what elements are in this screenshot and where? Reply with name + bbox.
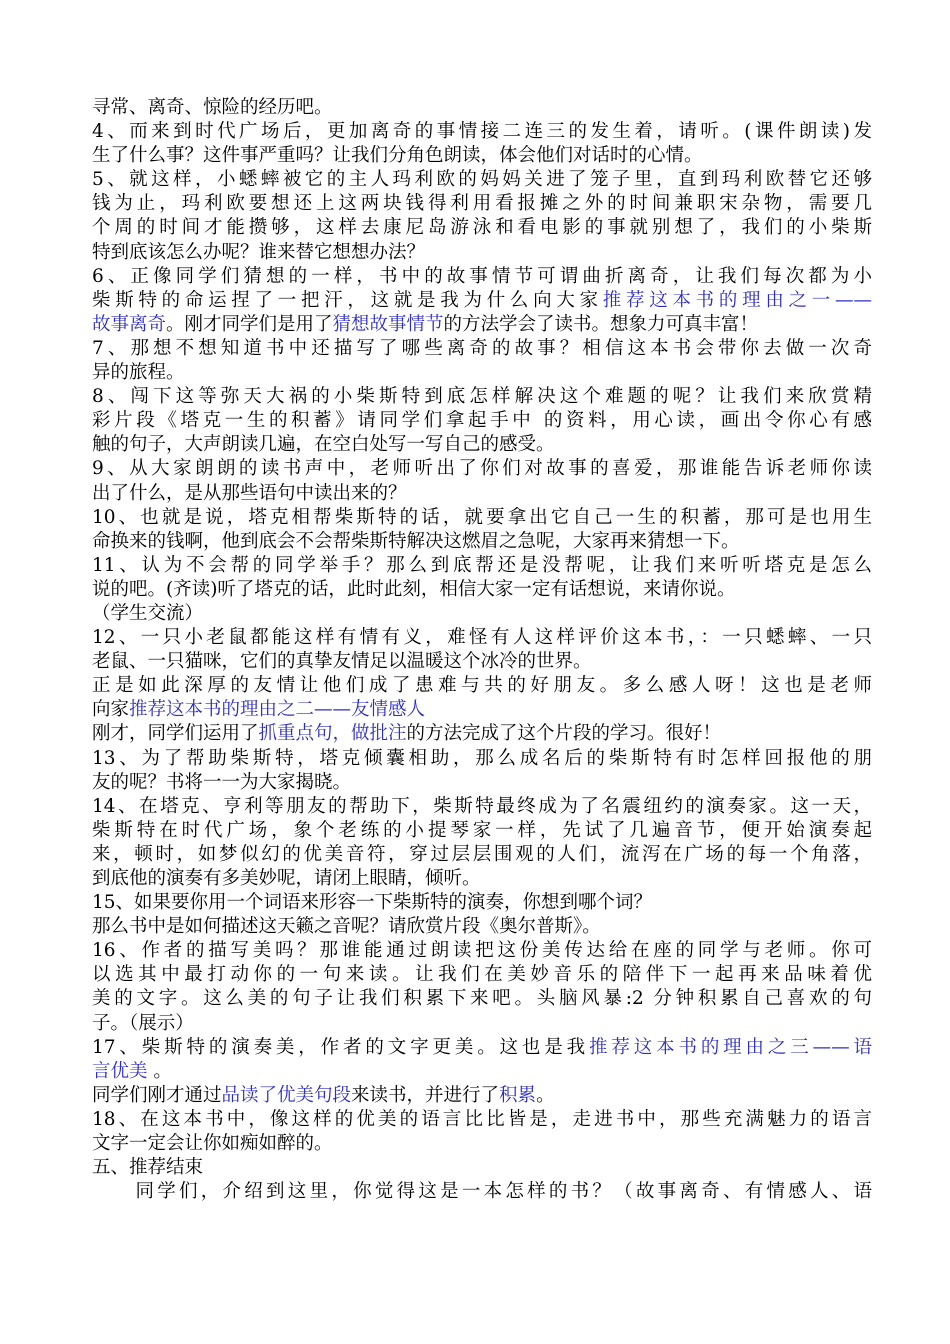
highlighted-phrase: 猜想故事情节	[332, 313, 444, 335]
text-segment: 美的文字。这么美的句子让我们积累下来吧。头脑风暴:2 分钟积累自己喜欢的句	[92, 988, 872, 1010]
text-line	[92, 722, 872, 746]
text-segment: 出了什么，是从那些语句中读出来的？	[92, 482, 407, 504]
text-line	[92, 747, 872, 771]
text-segment: 的方法完成了这个片段的学习。很好！	[406, 723, 722, 745]
text-segment: 6、正像同学们猜想的一样，书中的故事情节可谓曲折离奇，让我们每次都为小	[92, 265, 872, 287]
text-segment: 。	[536, 1084, 555, 1106]
text-segment: 16、作者的描写美吗？那谁能通过朗读把这份美传达给在座的同学与老师。你可	[92, 940, 872, 962]
text-segment: 。刚才同学们是用了	[166, 313, 333, 335]
text-line	[92, 843, 872, 867]
text-segment: 。	[147, 1060, 172, 1082]
text-line	[92, 626, 872, 650]
text-segment: 同学们，介绍到这里，你觉得这是一本怎样的书？（故事离奇、有情感人、语	[92, 1181, 872, 1203]
text-line	[92, 939, 872, 963]
document-page	[92, 96, 872, 1204]
text-segment: 到底他的演奏有多美妙呢，请闭上眼睛，倾听。	[92, 868, 481, 889]
text-segment: 15、如果要你用一个词语来形容一下柴斯特的演奏，你想到哪个词？	[92, 892, 653, 914]
text-line	[92, 120, 872, 144]
text-segment: 10、也就是说，塔克相帮柴斯特的话，就要拿出它自己一生的积蓄，那可是也用生	[92, 506, 872, 528]
text-segment: 说的吧。(齐读)听了塔克的话，此时此刻，相信大家一定有话想说，来请你说。	[92, 578, 736, 600]
text-line	[92, 674, 872, 698]
text-segment: 生了什么事？这件事严重吗？让我们分角色朗读，体会他们对话时的心情。	[92, 145, 703, 167]
text-segment: 7、那想不想知道书中还描写了哪些离奇的故事？相信这本书会带你去做一次奇	[92, 337, 872, 359]
text-segment: 柴斯特在时代广场，象个老练的小提琴家一样，先试了几遍音节，便开始演奏起	[92, 819, 872, 841]
highlighted-phrase: 积累	[499, 1084, 537, 1106]
text-segment: 18、在这本书中，像这样的优美的语言比比皆是，走进书中，那些充满魅力的语言	[92, 1108, 872, 1130]
text-line	[92, 409, 872, 433]
text-line	[92, 433, 872, 457]
text-line	[92, 771, 872, 795]
text-line	[92, 96, 872, 120]
highlighted-phrase: 故事离奇	[92, 313, 167, 335]
text-segment: 17、柴斯特的演奏美，作者的文字更美。这也是我	[92, 1036, 590, 1058]
text-segment: 柴斯特的命运捏了一把汗，这就是我为什么向大家	[92, 289, 603, 311]
highlighted-phrase: 抓重点句，做批注	[258, 723, 407, 745]
text-segment: 来读书，并进行了	[351, 1084, 500, 1106]
text-segment: 刚才，同学们运用了	[92, 723, 259, 745]
text-line	[92, 1012, 872, 1036]
text-line	[92, 987, 872, 1011]
text-line	[92, 313, 872, 337]
text-segment: 钱为止，玛利欧要想还上这两块钱得利用看报摊之外的时间兼职宋杂物，需要几	[92, 193, 872, 215]
text-line	[92, 168, 872, 192]
text-segment: 8、闯下这等弥天大祸的小柴斯特到底怎样解决这个难题的呢？让我们来欣赏精	[92, 386, 872, 408]
text-segment: 寻常、离奇、惊险的经历吧。	[92, 97, 333, 118]
highlighted-phrase: 推荐这本书的理由之三——语	[589, 1036, 872, 1058]
text-line	[92, 891, 872, 915]
text-segment: 14、在塔克、亨利等朋友的帮助下，柴斯特最终成为了名震纽约的演奏家。这一天，	[92, 795, 872, 817]
text-line	[92, 915, 872, 939]
text-segment: （学生交流）	[92, 602, 204, 624]
text-line	[92, 241, 872, 265]
text-line	[92, 482, 872, 506]
text-segment: 特到底该怎么办呢？谁来替它想想办法？	[92, 241, 426, 263]
text-line	[92, 457, 872, 481]
text-line	[92, 385, 872, 409]
text-segment: 子。（展示）	[92, 1012, 194, 1034]
text-line	[92, 1108, 872, 1132]
text-line	[92, 795, 872, 819]
text-line	[92, 144, 872, 168]
text-segment: 5、就这样，小蟋蟀被它的主人玛利欧的妈妈关进了笼子里，直到玛利欧替它还够	[92, 169, 872, 191]
text-segment: 老鼠、一只猫咪，它们的真挚友情足以温暖这个冰冷的世界。	[92, 651, 592, 673]
highlighted-phrase: 品读了优美句段	[221, 1084, 352, 1106]
text-segment: 彩片段《塔克一生的积蓄》请同学们拿起手中 的资料，用心读，画出令你心有感	[92, 410, 872, 432]
text-line	[92, 650, 872, 674]
text-line	[92, 602, 872, 626]
text-line	[92, 216, 872, 240]
highlighted-phrase: 推荐这本书的理由之一——	[602, 289, 872, 311]
text-line	[92, 265, 872, 289]
text-line	[92, 1156, 872, 1180]
text-segment: 来，顿时，如梦似幻的优美音符，穿过层层围观的人们，流泻在广场的每一个角落，	[92, 843, 872, 865]
text-segment: 五、推荐结束	[92, 1157, 204, 1179]
text-line	[92, 963, 872, 987]
text-segment: 4、而来到时代广场后，更加离奇的事情接二连三的发生着，请听。(课件朗读)发	[92, 121, 872, 143]
text-line	[92, 819, 872, 843]
text-segment: 12、一只小老鼠都能这样有情有义，难怪有人这样评价这本书，：一只蟋蟀、一只	[92, 627, 872, 649]
text-line	[92, 361, 872, 385]
highlighted-phrase: 推荐这本书的理由之二——友情感人	[129, 699, 426, 721]
text-line	[92, 192, 872, 216]
text-line	[92, 1180, 872, 1204]
text-line	[92, 698, 872, 722]
text-line	[92, 578, 872, 602]
text-segment: 友的呢？书将一一为大家揭晓。	[92, 771, 352, 793]
text-segment: 文字一定会让你如痴如醉的。	[92, 1133, 333, 1155]
text-line	[92, 1060, 872, 1084]
text-segment: 个周的时间才能攒够，这样去康尼岛游泳和看电影的事就别想了，我们的小柴斯	[92, 217, 872, 239]
text-line	[92, 506, 872, 530]
text-line	[92, 337, 872, 361]
text-segment: 11、认为不会帮的同学举手？那么到底帮还是没帮呢，让我们来听听塔克是怎么	[92, 554, 872, 576]
text-line	[92, 530, 872, 554]
text-segment: 命换来的钱啊，他到底会不会帮柴斯特解决这燃眉之急呢，大家再来猜想一下。	[92, 530, 740, 552]
text-line	[92, 289, 872, 313]
text-segment: 9、从大家朗朗的读书声中，老师听出了你们对故事的喜爱，那谁能告诉老师你读	[92, 458, 872, 480]
highlighted-phrase: 言优美	[92, 1060, 148, 1082]
text-segment: 的方法学会了读书。想象力可真丰富！	[443, 313, 759, 335]
text-segment: 正是如此深厚的友情让他们成了患难与共的好朋友。多么感人呀！这也是老师	[92, 675, 872, 697]
text-segment: 异的旅程。	[92, 362, 185, 384]
text-line	[92, 1132, 872, 1156]
text-line	[92, 1084, 872, 1108]
text-line	[92, 867, 872, 891]
text-segment: 触的句子，大声朗读几遍，在空白处写一写自己的感受。	[92, 434, 555, 456]
text-line	[92, 554, 872, 578]
text-segment: 向家	[92, 699, 130, 721]
text-segment: 13、为了帮助柴斯特，塔克倾囊相助，那么成名后的柴斯特有时怎样回报他的朋	[92, 747, 872, 769]
text-segment: 以选其中最打动你的一句来读。让我们在美妙音乐的陪伴下一起再来品味着优	[92, 964, 872, 986]
text-line	[92, 1036, 872, 1060]
text-segment: 同学们刚才通过	[92, 1084, 222, 1106]
text-segment: 那么书中是如何描述这天籁之音呢？请欣赏片段《奥尔普斯》。	[92, 916, 601, 938]
